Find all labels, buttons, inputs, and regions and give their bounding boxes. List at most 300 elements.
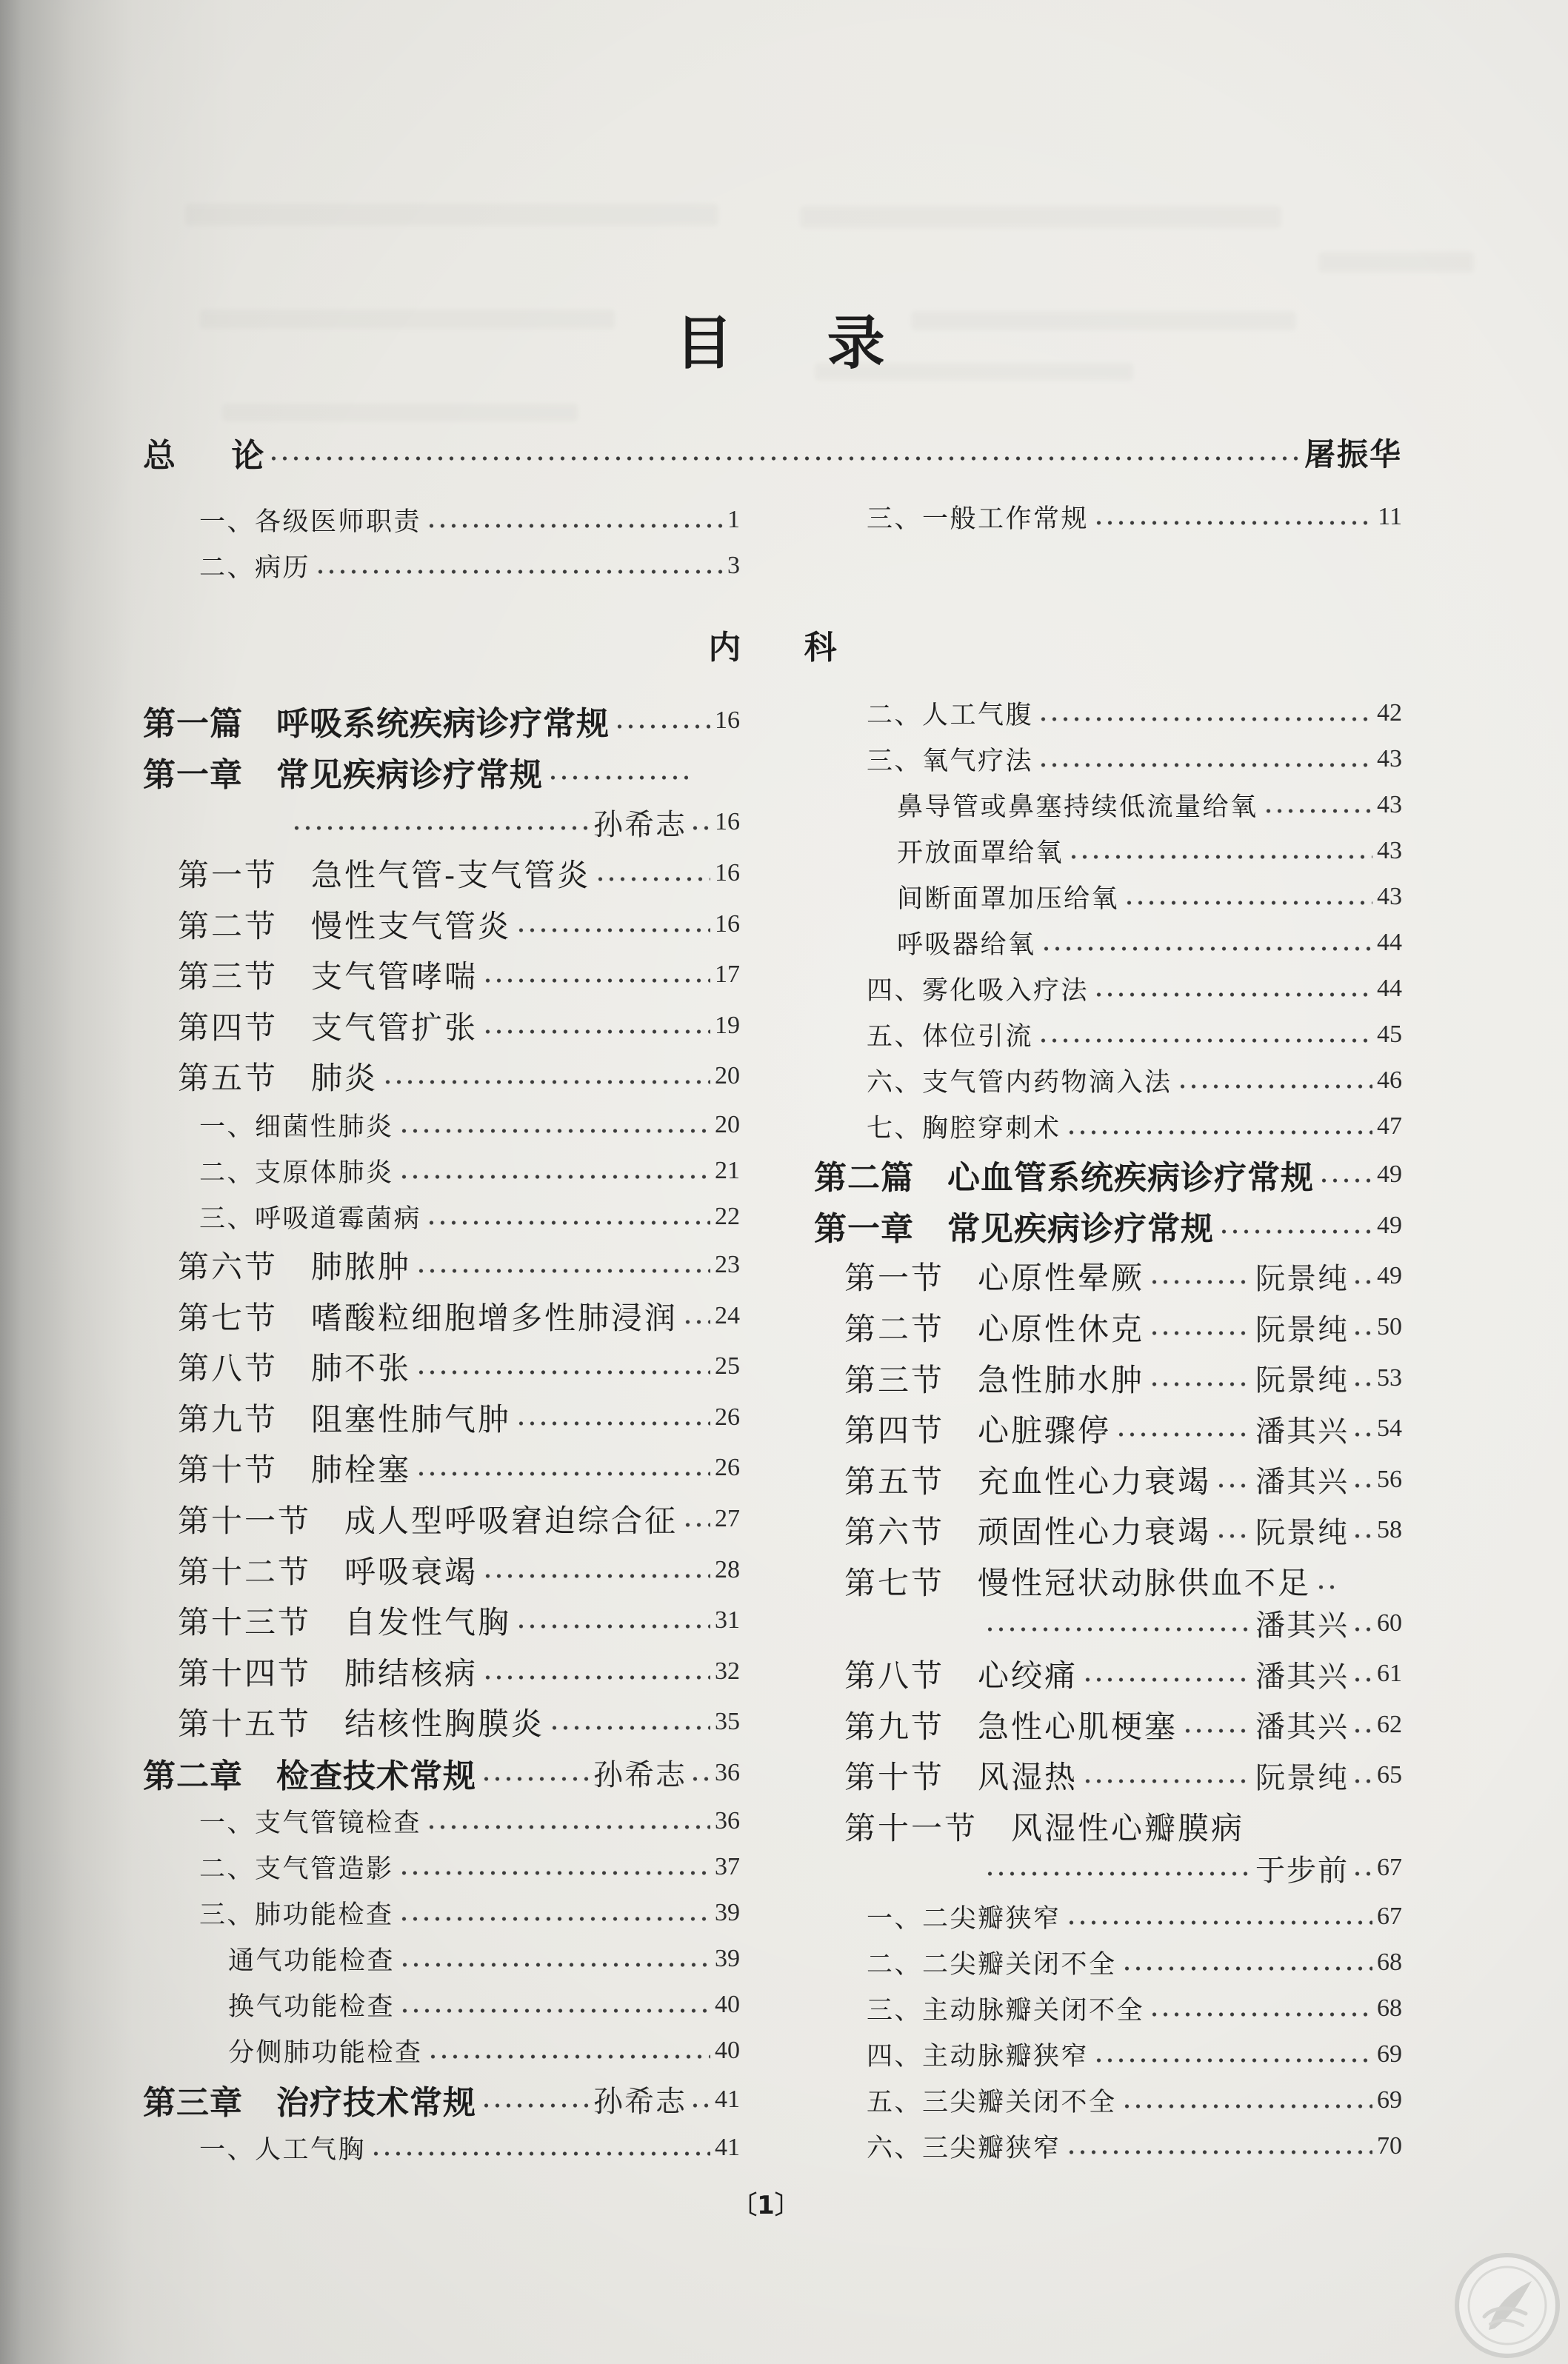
- entry-title: 肺栓塞: [311, 1452, 412, 1489]
- entry-number: 第八节: [844, 1657, 945, 1694]
- entry-page-number: 68: [1377, 1994, 1402, 2022]
- entry-title: 支气管哮喘: [311, 958, 478, 995]
- entry-page-number: 36: [715, 1807, 740, 1835]
- dot-leader: [481, 1774, 589, 1783]
- entry-number: 第十五节: [178, 1706, 312, 1743]
- entry-number: 第十三节: [178, 1604, 312, 1641]
- entry-page-number: 67: [1377, 1854, 1402, 1882]
- bleed-through-mark: [222, 404, 578, 421]
- entry-number: 第九节: [844, 1708, 945, 1745]
- entry-title: 开放面罩给氧: [897, 838, 1064, 868]
- entry-author: 潘其兴: [1255, 1609, 1349, 1643]
- dot-leader: [1068, 852, 1372, 861]
- toc-entry-subitem: [143, 2028, 740, 2074]
- toc-entry-section: [143, 1646, 740, 1697]
- entry-page-number: 36: [715, 1758, 740, 1786]
- entry-number: 第九节: [178, 1400, 278, 1438]
- entry-title: 阻塞性肺气肿: [311, 1400, 512, 1438]
- dot-leader: [482, 1572, 710, 1580]
- entry-page-number: 50: [1377, 1313, 1402, 1341]
- dot-leader: [1149, 2010, 1372, 2019]
- entry-title: 肺炎: [311, 1060, 378, 1097]
- toc-entry-section: [814, 1505, 1402, 1556]
- dot-leader: [1093, 2056, 1372, 2065]
- entry-page-number: 43: [1377, 837, 1402, 864]
- entry-page-number: 16: [715, 909, 740, 938]
- entry-title: 常见疾病诊疗常规: [947, 1209, 1214, 1248]
- bleed-through-mark: [200, 310, 615, 329]
- dot-leader: [1038, 715, 1372, 724]
- toc-entry-item: [814, 1894, 1402, 1940]
- entry-title: 检查技术常规: [276, 1757, 476, 1795]
- dot-leader: [1093, 518, 1373, 527]
- dot-leader: [1066, 1918, 1372, 1927]
- entry-page-number: 32: [715, 1657, 740, 1685]
- toc-entry-section: [143, 1697, 740, 1748]
- entry-title: 五、三尖瓣关闭不全: [867, 2087, 1117, 2117]
- entry-page-number: 20: [715, 1110, 740, 1138]
- entry-title: 心原性晕厥: [978, 1260, 1145, 1297]
- dot-leader: [1352, 1726, 1374, 1735]
- dot-leader: [482, 1027, 710, 1036]
- dot-leader: [416, 1469, 710, 1478]
- dot-leader: [1149, 1278, 1251, 1286]
- dot-leader: [1082, 1777, 1251, 1786]
- entry-title: 三、一般工作常规: [867, 504, 1090, 534]
- toc-entry-subitem: [814, 828, 1402, 874]
- entry-title: 风湿热: [978, 1759, 1078, 1796]
- toc-entry-section: [814, 1455, 1402, 1506]
- entry-page-number: 41: [715, 2085, 740, 2113]
- entry-page-number: 28: [715, 1555, 740, 1583]
- dot-leader: [1066, 1128, 1372, 1137]
- entry-author: 潘其兴: [1255, 1465, 1349, 1500]
- toc-entry-item: [814, 690, 1402, 736]
- entry-title: 常见疾病诊疗常规: [276, 755, 543, 794]
- dot-leader: [1352, 1329, 1374, 1338]
- entry-page-number: 16: [715, 808, 740, 836]
- toc-entry-section: [814, 1556, 1402, 1607]
- watermark-logo-icon: [1452, 2250, 1563, 2361]
- entry-title: 嗜酸粒细胞增多性肺浸润: [311, 1299, 678, 1336]
- entry-page-number: 56: [1377, 1465, 1402, 1493]
- entry-number: 第一章: [814, 1209, 914, 1248]
- toc-entry-item: [814, 494, 1402, 540]
- toc-entry-item: [143, 1798, 740, 1844]
- dot-leader: [682, 1318, 710, 1326]
- toc-entry-item: [143, 1194, 740, 1240]
- dot-leader: [1352, 1532, 1374, 1540]
- dot-leader: [984, 1869, 1251, 1878]
- entry-title: 二、人工气腹: [867, 701, 1034, 730]
- general-section-author: 屠振华: [1304, 436, 1402, 473]
- toc-entry-subitem: [814, 920, 1402, 966]
- toc-entry-section: [143, 1443, 740, 1494]
- entry-title: 鼻导管或鼻塞持续低流量给氧: [897, 792, 1258, 822]
- entry-title: 一、人工气胸: [199, 2134, 367, 2165]
- entry-title: 四、雾化吸入疗法: [867, 976, 1090, 1006]
- dot-leader: [1124, 898, 1372, 907]
- dot-leader: [370, 2149, 710, 2158]
- entry-number: 第八节: [178, 1350, 278, 1387]
- dot-leader: [1318, 1176, 1372, 1185]
- entry-number: 第一节: [844, 1260, 945, 1297]
- entry-page-number: 47: [1377, 1112, 1402, 1140]
- entry-title: 六、三尖瓣狭窄: [867, 2133, 1061, 2163]
- bleed-through-mark: [1318, 252, 1474, 273]
- entry-number: 第一章: [143, 755, 243, 794]
- dot-leader: [1082, 1675, 1251, 1684]
- entry-title: 心原性休克: [978, 1311, 1145, 1348]
- dot-leader: [614, 722, 710, 731]
- toc-entry-cont: [143, 797, 740, 848]
- entry-title: 通气功能检查: [228, 1946, 396, 1977]
- entry-title: 成人型呼吸窘迫综合征: [344, 1503, 678, 1540]
- toc-entry-part: [814, 1149, 1402, 1201]
- toc-entry-item: [143, 543, 740, 589]
- entry-title: 急性心肌梗塞: [978, 1708, 1178, 1745]
- toc-entry-section: [143, 1341, 740, 1392]
- dot-leader: [690, 1774, 712, 1783]
- entry-author: 孙希志: [593, 1758, 687, 1793]
- general-left-column: [143, 497, 740, 589]
- entry-page-number: 44: [1377, 929, 1402, 956]
- dot-leader: [399, 1960, 710, 1969]
- toc-right-column: [814, 690, 1402, 2169]
- entry-number: 第二章: [143, 1757, 243, 1795]
- entry-page-number: 37: [715, 1853, 740, 1881]
- entry-page-number: 22: [715, 1202, 740, 1230]
- dot-leader: [1177, 1082, 1372, 1091]
- dot-leader: [1149, 1329, 1251, 1338]
- toc-entry-section: [814, 1251, 1402, 1302]
- entry-page-number: 46: [1377, 1066, 1402, 1094]
- toc-entry-item: [814, 736, 1402, 782]
- entry-page-number: 43: [1377, 791, 1402, 818]
- entry-author: 孙希志: [593, 2085, 687, 2120]
- entry-number: 第七节: [844, 1565, 945, 1602]
- internal-medicine-heading: 内 科: [708, 629, 837, 667]
- entry-title: 肺脓肿: [311, 1249, 412, 1286]
- dot-leader: [1352, 1380, 1374, 1389]
- entry-page-number: 35: [715, 1708, 740, 1736]
- toc-entry-chapter: [143, 747, 740, 798]
- dot-leader: [690, 824, 712, 832]
- entry-number: 第十节: [178, 1452, 278, 1489]
- entry-title: 一、支气管镜检查: [199, 1809, 422, 1839]
- entry-page-number: 67: [1377, 1902, 1402, 1930]
- entry-title: 肺结核病: [344, 1655, 478, 1692]
- toc-entry-section: [143, 848, 740, 899]
- dot-leader: [416, 1266, 710, 1275]
- dot-leader: [416, 1368, 710, 1377]
- entry-author: 阮景纯: [1255, 1515, 1349, 1550]
- entry-page-number: 49: [1377, 1211, 1402, 1239]
- bleed-through-mark: [911, 311, 1296, 330]
- toc-entry-section: [814, 1801, 1402, 1852]
- entry-number: 第五节: [178, 1060, 278, 1097]
- entry-page-number: 44: [1377, 975, 1402, 1002]
- toc-entry-item: [814, 2123, 1402, 2169]
- entry-number: 第十节: [844, 1759, 945, 1796]
- entry-page-number: 43: [1377, 745, 1402, 772]
- toc-entry-subitem: [143, 1936, 740, 1982]
- toc-entry-section: [143, 1051, 740, 1102]
- entry-title: 五、体位引流: [867, 1022, 1034, 1052]
- dot-leader: [547, 773, 688, 782]
- page-number-footer: 〔1〕: [732, 2191, 800, 2220]
- general-section-label: 总 论: [143, 437, 264, 475]
- toc-entry-item: [814, 1103, 1402, 1149]
- dot-leader: [426, 1823, 710, 1832]
- toc-entry-item: [143, 2125, 740, 2171]
- entry-number: 第三章: [143, 2083, 243, 2122]
- dot-leader: [984, 1625, 1251, 1634]
- entry-title: 二、二尖瓣关闭不全: [867, 1949, 1117, 1980]
- entry-page-number: 49: [1377, 1161, 1402, 1189]
- dot-leader: [398, 1126, 710, 1135]
- entry-page-number: 40: [715, 1991, 740, 2019]
- toc-entry-section: [814, 1302, 1402, 1353]
- entry-title: 急性肺水肿: [978, 1361, 1145, 1398]
- entry-page-number: 54: [1377, 1415, 1402, 1443]
- dot-leader: [690, 2101, 712, 2110]
- dot-leader: [1149, 1380, 1251, 1389]
- entry-page-number: 23: [715, 1251, 740, 1279]
- toc-entry-subitem: [814, 782, 1402, 828]
- entry-author: 潘其兴: [1255, 1710, 1349, 1745]
- toc-entry-section: [143, 1001, 740, 1052]
- entry-page-number: 11: [1378, 503, 1402, 530]
- entry-page-number: 16: [715, 707, 740, 735]
- toc-entry-item: [143, 1148, 740, 1194]
- entry-title: 结核性胸膜炎: [344, 1706, 545, 1743]
- entry-page-number: 49: [1377, 1262, 1402, 1290]
- toc-entry-part: [143, 695, 740, 747]
- entry-page-number: 65: [1377, 1761, 1402, 1789]
- toc-entry-chapter: [143, 2074, 740, 2125]
- entry-number: 第十一节: [178, 1503, 312, 1540]
- entry-title: 一、各级医师职责: [199, 507, 422, 537]
- entry-number: 第一节: [178, 857, 278, 894]
- entry-author: 潘其兴: [1255, 1659, 1349, 1694]
- entry-title: 六、支气管内药物滴入法: [867, 1068, 1172, 1098]
- entry-title: 分侧肺功能检查: [228, 2038, 423, 2068]
- entry-title: 充血性心力衰竭: [978, 1463, 1212, 1500]
- dot-leader: [291, 824, 589, 832]
- dot-leader: [1263, 807, 1372, 815]
- entry-number: 第十四节: [178, 1655, 312, 1692]
- toc-entry-section: [814, 1750, 1402, 1801]
- entry-page-number: 41: [715, 2133, 740, 2161]
- entry-page-number: 43: [1377, 883, 1402, 910]
- toc-entry-section: [143, 1595, 740, 1646]
- toc-entry-item: [814, 2077, 1402, 2123]
- entry-title: 七、胸腔穿刺术: [867, 1114, 1061, 1143]
- dot-leader: [382, 1078, 710, 1086]
- dot-leader: [399, 2006, 710, 2015]
- dot-leader: [268, 454, 1300, 463]
- entry-page-number: 45: [1377, 1021, 1402, 1048]
- entry-author: 阮景纯: [1255, 1312, 1349, 1347]
- entry-page-number: 24: [715, 1301, 740, 1329]
- dot-leader: [549, 1723, 710, 1732]
- toc-entry-section: [143, 1392, 740, 1443]
- entry-page-number: 25: [715, 1352, 740, 1380]
- dot-leader: [315, 567, 723, 576]
- dot-leader: [1352, 1675, 1374, 1684]
- entry-author: 阮景纯: [1255, 1760, 1349, 1795]
- entry-number: 第四节: [844, 1412, 945, 1449]
- toc-entry-section: [143, 1544, 740, 1595]
- entry-page-number: 3: [727, 552, 740, 579]
- toc-entry-subitem: [143, 1982, 740, 2028]
- toc-entry-section: [814, 1649, 1402, 1700]
- entry-title: 心脏骤停: [978, 1412, 1112, 1449]
- dot-leader: [1041, 944, 1372, 953]
- toc-entry-subitem: [814, 874, 1402, 920]
- toc-entry-item: [814, 966, 1402, 1012]
- entry-title: 二、支原体肺炎: [199, 1158, 394, 1188]
- entry-page-number: 58: [1377, 1516, 1402, 1544]
- dot-leader: [595, 875, 710, 884]
- entry-title: 一、二尖瓣狭窄: [867, 1903, 1061, 1934]
- entry-title: 自发性气胸: [344, 1604, 512, 1641]
- toc-entry-section: [143, 898, 740, 949]
- entry-title: 呼吸系统疾病诊疗常规: [276, 705, 610, 744]
- entry-number: 第十一节: [844, 1809, 978, 1846]
- dot-leader: [516, 1419, 710, 1428]
- dot-leader: [426, 1218, 710, 1227]
- entry-title: 治疗技术常规: [276, 2083, 476, 2122]
- entry-author: 阮景纯: [1255, 1261, 1349, 1296]
- entry-page-number: 69: [1377, 2086, 1402, 2114]
- entry-title: 三、主动脉瓣关闭不全: [867, 1995, 1145, 2026]
- dot-leader: [1315, 1583, 1338, 1592]
- toc-entry-chapter: [143, 1748, 740, 1799]
- dot-leader: [1093, 990, 1372, 999]
- entry-number: 第二节: [178, 907, 278, 944]
- entry-title: 支气管扩张: [311, 1009, 478, 1046]
- bleed-through-mark: [185, 204, 718, 226]
- toc-entry-section: [143, 949, 740, 1001]
- toc-entry-section: [143, 1240, 740, 1291]
- page-title: 目 录: [675, 310, 885, 377]
- toc-entry-item: [143, 1890, 740, 1936]
- entry-number: 第六节: [844, 1514, 945, 1551]
- entry-page-number: 26: [715, 1454, 740, 1482]
- entry-title: 四、主动脉瓣狭窄: [867, 2041, 1090, 2071]
- dot-leader: [1182, 1726, 1251, 1735]
- dot-leader: [1215, 1481, 1251, 1490]
- entry-title: 慢性冠状动脉供血不足: [978, 1565, 1312, 1602]
- toc-entry-section: [814, 1403, 1402, 1455]
- entry-title: 三、呼吸道霉菌病: [199, 1203, 422, 1234]
- entry-page-number: 31: [715, 1606, 740, 1635]
- entry-author: 于步前: [1255, 1853, 1349, 1888]
- dot-leader: [1218, 1227, 1372, 1236]
- dot-leader: [1352, 1625, 1374, 1634]
- dot-leader: [516, 1622, 710, 1631]
- entry-number: 第五节: [844, 1463, 945, 1500]
- dot-leader: [516, 926, 710, 935]
- toc-entry-cont: [814, 1602, 1402, 1643]
- entry-page-number: 20: [715, 1062, 740, 1090]
- entry-title: 心绞痛: [978, 1657, 1078, 1694]
- dot-leader: [1215, 1532, 1251, 1540]
- entry-title: 一、细菌性肺炎: [199, 1112, 394, 1142]
- toc-entry-item: [814, 1012, 1402, 1058]
- dot-leader: [682, 1520, 710, 1529]
- entry-title: 呼吸器给氧: [897, 930, 1036, 960]
- dot-leader: [1352, 1278, 1374, 1286]
- dot-leader: [427, 2052, 710, 2061]
- dot-leader: [1066, 2148, 1372, 2157]
- entry-page-number: 70: [1377, 2131, 1402, 2160]
- entry-title: 二、病历: [199, 553, 311, 583]
- entry-page-number: 69: [1377, 2040, 1402, 2068]
- entry-page-number: 16: [715, 859, 740, 887]
- entry-title: 风湿性心瓣膜病: [1011, 1809, 1245, 1846]
- dot-leader: [1352, 1430, 1374, 1439]
- entry-page-number: 62: [1377, 1710, 1402, 1738]
- toc-entry-section: [814, 1352, 1402, 1403]
- toc-entry-item: [143, 497, 740, 543]
- dot-leader: [398, 1869, 710, 1877]
- toc-entry-chapter: [814, 1201, 1402, 1252]
- entry-title: 三、氧气疗法: [867, 747, 1034, 776]
- entry-number: 第一篇: [143, 705, 243, 744]
- entry-page-number: 1: [727, 506, 740, 533]
- entry-page-number: 68: [1377, 1948, 1402, 1976]
- toc-entry-cont: [814, 1847, 1402, 1889]
- entry-title: 二、支气管造影: [199, 1854, 394, 1885]
- entry-author: 孙希志: [593, 807, 687, 842]
- toc-entry-item: [814, 1940, 1402, 1986]
- entry-number: 第三节: [844, 1361, 945, 1398]
- entry-title: 慢性支气管炎: [311, 907, 512, 944]
- entry-title: 心血管系统疾病诊疗常规: [947, 1159, 1314, 1198]
- dot-leader: [1038, 1036, 1372, 1045]
- toc-entry-item: [814, 2031, 1402, 2077]
- toc-entry-item: [814, 1058, 1402, 1103]
- entry-page-number: 39: [715, 1899, 740, 1927]
- entry-title: 呼吸衰竭: [344, 1553, 478, 1590]
- entry-number: 第二节: [844, 1311, 945, 1348]
- dot-leader: [1352, 1481, 1374, 1490]
- entry-title: 换气功能检查: [228, 1992, 396, 2023]
- dot-leader: [1038, 761, 1372, 769]
- dot-leader: [1352, 1777, 1374, 1786]
- entry-page-number: 61: [1377, 1660, 1402, 1688]
- toc-left-column: [143, 695, 740, 2171]
- entry-page-number: 53: [1377, 1363, 1402, 1392]
- entry-page-number: 39: [715, 1945, 740, 1973]
- entry-number: 第十二节: [178, 1553, 312, 1590]
- dot-leader: [482, 976, 710, 985]
- entry-author: 阮景纯: [1255, 1363, 1349, 1398]
- dot-leader: [1115, 1430, 1251, 1439]
- toc-entry-item: [143, 1102, 740, 1148]
- toc-entry-item: [143, 1844, 740, 1890]
- entry-title: 三、肺功能检查: [199, 1900, 394, 1931]
- entry-title: 顽固性心力衰竭: [978, 1514, 1212, 1551]
- entry-author: 潘其兴: [1255, 1414, 1349, 1449]
- entry-number: 第四节: [178, 1009, 278, 1046]
- entry-number: 第六节: [178, 1249, 278, 1286]
- entry-title: 肺不张: [311, 1350, 412, 1387]
- entry-page-number: 19: [715, 1011, 740, 1039]
